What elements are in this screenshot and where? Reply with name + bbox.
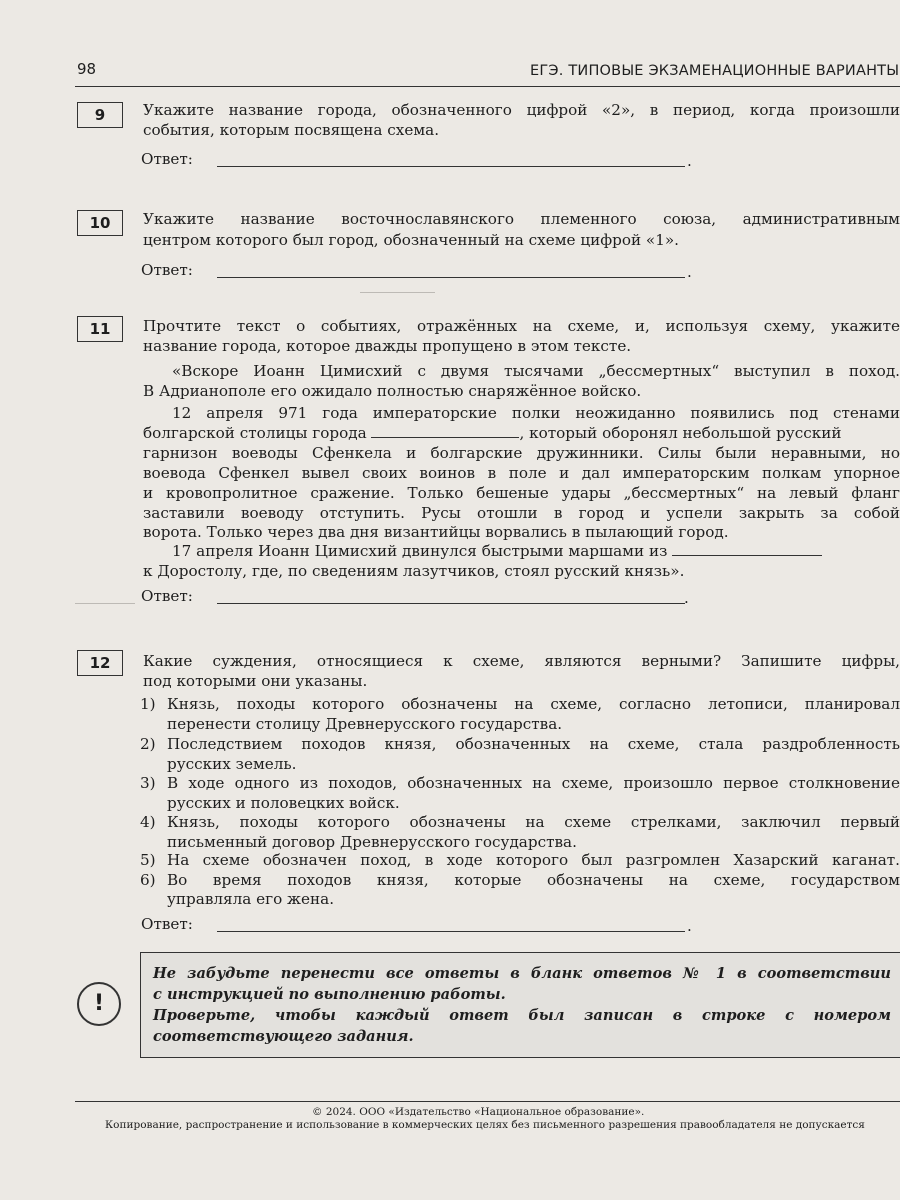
task-11-passage-line: «Вскоре Иоанн Цимисхий с двумя тысячами „бессмертных“ выступил в поход. <box>172 362 900 380</box>
task-11-passage-line <box>172 541 822 561</box>
task-12-text-line: под которыми они указаны. <box>143 672 368 690</box>
option-text-line: В ходе одного из походов, обозначенных на схеме, произошло первое столкновение <box>167 774 900 792</box>
option-text-line: письменный договор Древнерусского государства. <box>167 833 577 851</box>
task-12-answer-end: . <box>687 917 692 935</box>
footer-divider <box>75 1101 900 1102</box>
task-11-text-line: название города, которое дважды пропущено в этом тексте. <box>143 337 632 355</box>
running-header: ЕГЭ. ТИПОВЫЕ ЭКЗАМЕНАЦИОННЫЕ ВАРИАНТЫ <box>530 63 900 79</box>
option-number: 4) <box>140 813 156 831</box>
task-12-answer-field[interactable] <box>217 931 685 932</box>
task-9-text-line: события, которым посвящена схема. <box>143 121 440 139</box>
task-11-gap-2[interactable] <box>672 541 822 556</box>
task-11-passage-line: воевода Сфенкел вывел своих воинов в поле и дал императорским полкам упорное <box>143 464 900 482</box>
task-12-text-line: Какие суждения, относящиеся к схеме, являются верными? Запишите цифры, <box>143 652 900 670</box>
task-11-gap-1[interactable] <box>371 423 519 438</box>
task-11-passage-line: ворота. Только через два дня византийцы ворвались в пылающий город. <box>143 523 729 541</box>
task-9-text-line: Укажите название города, обозначенного цифрой «2», в период, когда произошли <box>143 101 900 119</box>
option-text-line: управляла его жена. <box>167 890 335 908</box>
option-number: 1) <box>140 695 156 713</box>
task-10-text-line: центром которого был город, обозначенный на схеме цифрой «1». <box>143 231 680 249</box>
task-11-answer-label: Ответ: <box>141 587 193 605</box>
bleed-through-mark <box>75 603 135 604</box>
option-text-line: русских и половецких войск. <box>167 794 400 812</box>
task-10-text-line: Укажите название восточнославянского племенного союза, административным <box>143 210 900 228</box>
exclamation-icon: ! <box>77 982 121 1026</box>
option-text-line: На схеме обозначен поход, в ходе которого был разгромлен Хазарский каганат. <box>167 851 900 869</box>
task-11-passage-text: 17 апреля Иоанн Цимисхий двинулся быстрыми маршами из <box>172 542 668 560</box>
task-9-number: 9 <box>77 102 123 128</box>
task-11-passage-line: 12 апреля 971 года императорские полки неожиданно появились под стенами <box>172 404 900 422</box>
option-text-line: Во время походов князя, которые обозначены на схеме, государством <box>167 871 900 889</box>
notice-line: соответствующего задания. <box>153 1028 414 1045</box>
task-9-answer-end: . <box>687 152 692 170</box>
task-12-answer-label: Ответ: <box>141 915 193 933</box>
option-number: 5) <box>140 851 156 869</box>
notice-box <box>140 952 900 1058</box>
footer-legal: Копирование, распространение и использование в коммерческих целях без письменного разрешения правообладателя не допускается <box>105 1119 865 1131</box>
option-text-line: перенести столицу Древнерусского государства. <box>167 715 563 733</box>
option-number: 6) <box>140 871 156 889</box>
task-9-answer-field[interactable] <box>217 166 685 167</box>
task-10-answer-end: . <box>687 263 692 281</box>
task-11-passage-line: и кровопролитное сражение. Только бешеные удары „бессмертных“ на левый фланг <box>143 484 900 502</box>
notice-line: Не забудьте перенести все ответы в бланк ответов № 1 в соответствии <box>153 965 891 982</box>
option-text-line: Последствием походов князя, обозначенных на схеме, стала раздробленность <box>167 735 900 753</box>
task-11-answer-end: . <box>684 589 689 607</box>
task-11-answer-field[interactable] <box>217 603 685 604</box>
task-11-text-line: Прочтите текст о событиях, отражённых на схеме, и, используя схему, укажите <box>143 317 900 335</box>
task-10-answer-field[interactable] <box>217 277 685 278</box>
page-number: 98 <box>77 60 97 78</box>
task-10-answer-label: Ответ: <box>141 261 193 279</box>
notice-line: с инструкцией по выполнению работы. <box>153 986 506 1003</box>
option-text-line: русских земель. <box>167 755 297 773</box>
task-10-number: 10 <box>77 210 123 236</box>
option-text-line: Князь, походы которого обозначены на схеме, согласно летописи, планировал <box>167 695 900 713</box>
option-text-line: Князь, походы которого обозначены на схеме стрелками, заключил первый <box>167 813 900 831</box>
bleed-through-mark <box>360 292 435 293</box>
task-11-passage-text: , который оборонял небольшой русский <box>519 424 842 442</box>
task-11-passage-line: В Адрианополе его ожидало полностью снаряжённое войско. <box>143 382 642 400</box>
task-11-passage-line: к Доростолу, где, по сведениям лазутчиков, стоял русский князь». <box>143 562 685 580</box>
footer-copyright: © 2024. ООО «Издательство «Национальное образование». <box>312 1106 645 1118</box>
option-number: 2) <box>140 735 156 753</box>
option-number: 3) <box>140 774 156 792</box>
header-divider <box>75 86 900 87</box>
notice-line: Проверьте, чтобы каждый ответ был записан в строке с номером <box>153 1007 891 1024</box>
task-9-answer-label: Ответ: <box>141 150 193 168</box>
task-12-number: 12 <box>77 650 123 676</box>
task-11-passage-line: гарнизон воеводы Сфенкела и болгарские дружинники. Силы были неравными, но <box>143 444 900 462</box>
task-11-passage-text: болгарской столицы города <box>143 424 367 442</box>
task-11-passage-line <box>143 423 841 443</box>
task-11-number: 11 <box>77 316 123 342</box>
task-11-passage-line: заставили воеводу отступить. Русы отошли в город и успели закрыть за собой <box>143 504 900 522</box>
